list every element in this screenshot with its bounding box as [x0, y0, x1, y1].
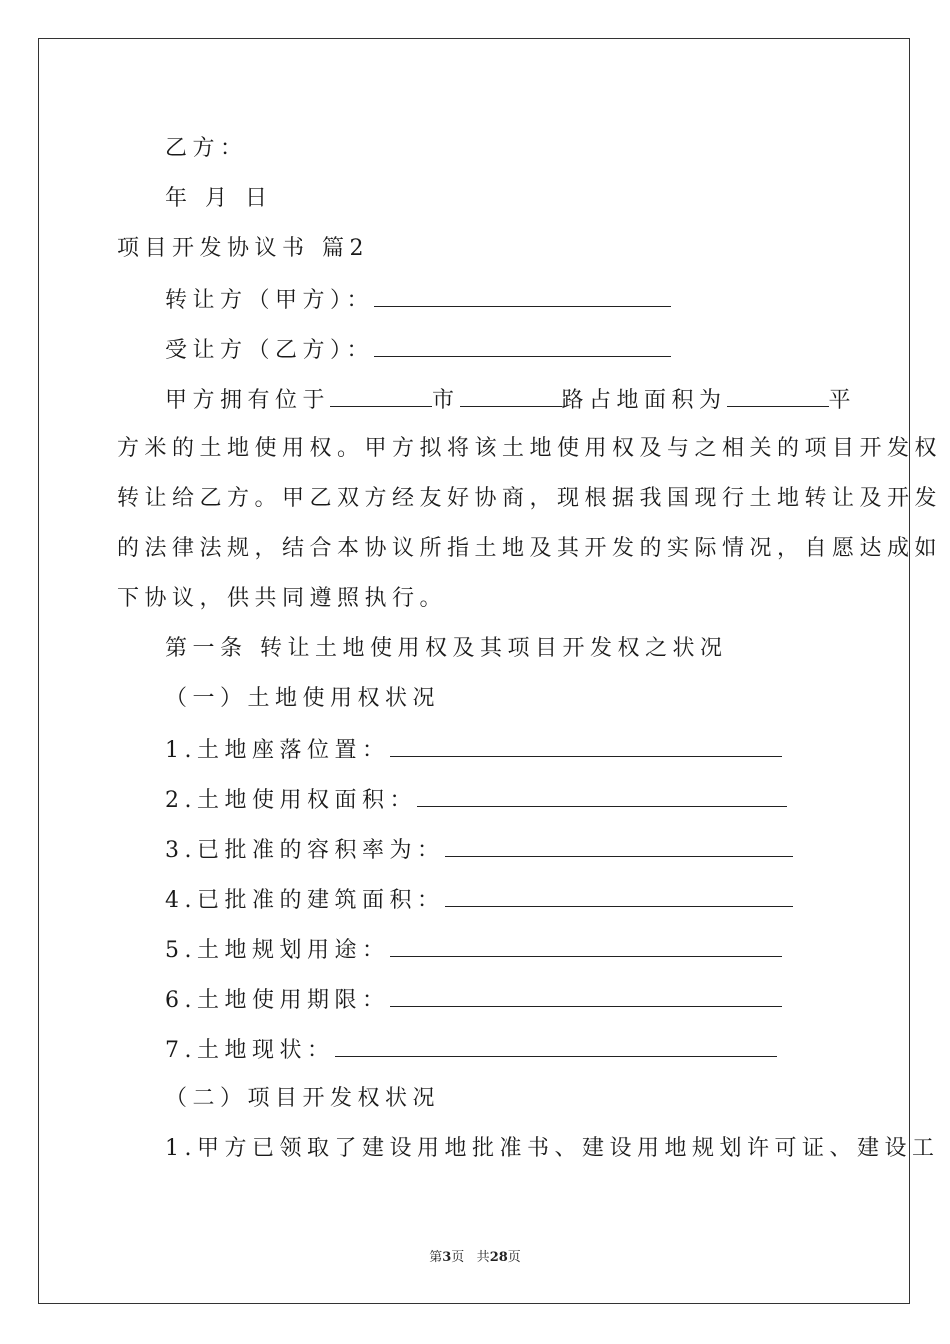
para1-line3: 转让给乙方。甲乙双方经友好协商，现根据我国现行土地转让及开发 — [117, 486, 943, 511]
article1-heading: 第一条 转让土地使用权及其项目开发权之状况 — [165, 636, 728, 661]
party-b-signature-line — [165, 134, 248, 164]
dev-item-1: 1.甲方已领取了建设用地批准书、建设用地规划许可证、建设工 — [165, 1136, 940, 1161]
para1-line2: 方米的土地使用权。甲方拟将该土地使用权及与之相关的项目开发权 — [117, 436, 943, 461]
party-b-label: 乙方： — [165, 136, 248, 161]
item-label: 7.土地现状： — [165, 1038, 335, 1063]
item-label: 4.已批准的建筑面积： — [165, 888, 445, 913]
para1-text: 甲方拥有位于 — [165, 388, 331, 413]
para1-line4: 的法律法规，结合本协议所指土地及其开发的实际情况，自愿达成如 — [117, 536, 943, 561]
date-line: 年 月 日 — [165, 186, 273, 211]
item-label: 3.已批准的容积率为： — [165, 838, 445, 863]
item-blank — [335, 1034, 777, 1057]
item-blank — [445, 884, 793, 907]
footer-text: 页 — [507, 1250, 521, 1265]
footer-text: 共 — [476, 1250, 490, 1265]
transferor-line — [165, 284, 671, 316]
item-5 — [165, 934, 782, 966]
item-blank — [390, 984, 782, 1007]
footer-text: 第 — [429, 1250, 443, 1265]
para1-text: 路占地面积为 — [561, 388, 727, 413]
transferor-blank — [374, 284, 671, 307]
item-blank — [390, 734, 782, 757]
item-1 — [165, 734, 782, 766]
page-footer — [0, 1246, 950, 1265]
item-7 — [165, 1034, 777, 1066]
item-3 — [165, 834, 793, 866]
page-border — [38, 38, 910, 1304]
item-label: 5.土地规划用途： — [165, 938, 390, 963]
road-blank — [460, 384, 562, 407]
para1-text: 市 — [432, 388, 460, 413]
item-label: 6.土地使用期限： — [165, 988, 390, 1013]
total-pages-number: 28 — [489, 1250, 508, 1265]
item-blank — [445, 834, 793, 857]
area-blank — [727, 384, 829, 407]
transferor-label: 转让方（甲方）： — [165, 288, 375, 313]
item-label: 1.土地座落位置： — [165, 738, 390, 763]
subsection1-heading: （一）土地使用权状况 — [165, 686, 441, 711]
subsection2-heading: （二）项目开发权状况 — [165, 1086, 441, 1111]
transferee-blank — [374, 334, 671, 357]
transferee-line — [165, 334, 671, 366]
city-blank — [330, 384, 432, 407]
item-blank — [390, 934, 782, 957]
transferee-label: 受让方（乙方）： — [165, 338, 375, 363]
item-label: 2.土地使用权面积： — [165, 788, 417, 813]
para1-line1 — [165, 384, 856, 416]
para1-text: 平 — [828, 388, 857, 413]
item-6 — [165, 984, 782, 1016]
current-page-number: 3 — [442, 1250, 452, 1265]
item-blank — [417, 784, 787, 807]
para1-line5: 下协议，供共同遵照执行。 — [117, 586, 448, 611]
item-2 — [165, 784, 787, 816]
section-title: 项目开发协议书 篇2 — [117, 236, 369, 261]
item-4 — [165, 884, 793, 916]
footer-text: 页 — [451, 1250, 465, 1265]
